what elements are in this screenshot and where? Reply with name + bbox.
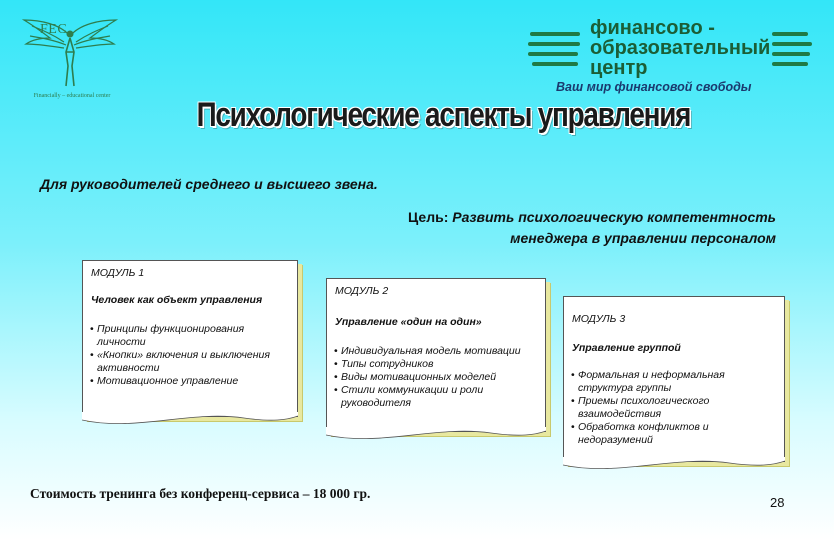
logo-stripe <box>772 52 810 56</box>
module-card-1 <box>82 260 298 417</box>
document-wave <box>326 427 546 443</box>
list-item: • Формальная и неформальная структура группы <box>572 369 778 395</box>
logo-stripe <box>528 52 578 56</box>
module-card-3 <box>563 296 785 462</box>
logo-stripe <box>532 62 578 66</box>
list-item: • Мотивационное управление <box>91 375 291 388</box>
module-heading: Управление группой <box>572 342 681 354</box>
document-wave <box>82 412 298 428</box>
logo-stripe <box>772 62 808 66</box>
goal-line-2: менеджера в управлении персоналом <box>510 230 776 246</box>
logo-slogan: Ваш мир финансовой свободы <box>556 80 752 94</box>
logo-stripe <box>772 32 808 36</box>
logo-title: финансово - образовательный центр <box>590 17 771 79</box>
list-item: • «Кнопки» включения и выключения активности <box>91 349 291 375</box>
price-text: Стоимость тренинга без конференц-сервиса – 18 000 гр. <box>30 486 371 501</box>
list-item: • Стили коммуникации и роли руководителя <box>335 384 539 410</box>
logo-stripe <box>772 42 812 46</box>
list-item: • Виды мотивационных моделей <box>335 371 539 384</box>
list-item: • Обработка конфликтов и недоразумений <box>572 421 778 447</box>
document-wave <box>563 457 785 473</box>
winged-figure-icon <box>20 14 120 94</box>
fec-logo <box>20 14 120 110</box>
list-item: • Индивидуальная модель мотивации <box>335 345 539 358</box>
financial-center-logo <box>528 18 818 98</box>
audience-text: Для руководителей среднего и высшего звена. <box>40 176 378 192</box>
list-item: • Типы сотрудников <box>335 358 539 371</box>
logo-stripe <box>530 32 580 36</box>
page-number: 28 <box>770 495 785 510</box>
module-label: МОДУЛЬ 3 <box>572 313 626 325</box>
page-title: Психологические аспекты управления <box>196 96 691 134</box>
goal-line-1: Развить психологическую компетентность <box>448 209 776 225</box>
logo-stripe <box>528 42 580 46</box>
goal-text <box>408 207 776 249</box>
module-heading: Управление «один на один» <box>335 316 482 328</box>
fec-logo-tagline: Financially – educational center <box>33 93 111 99</box>
list-item: • Принципы функционирования личности <box>91 323 291 349</box>
module-label: МОДУЛЬ 2 <box>335 285 389 297</box>
list-item: • Приемы психологического взаимодействия <box>572 395 778 421</box>
module-heading: Человек как объект управления <box>91 294 263 306</box>
module-card-2 <box>326 278 546 432</box>
fec-logo-text: FEC <box>40 22 68 37</box>
module-label: МОДУЛЬ 1 <box>91 267 145 279</box>
goal-label: Цель: <box>408 209 449 225</box>
